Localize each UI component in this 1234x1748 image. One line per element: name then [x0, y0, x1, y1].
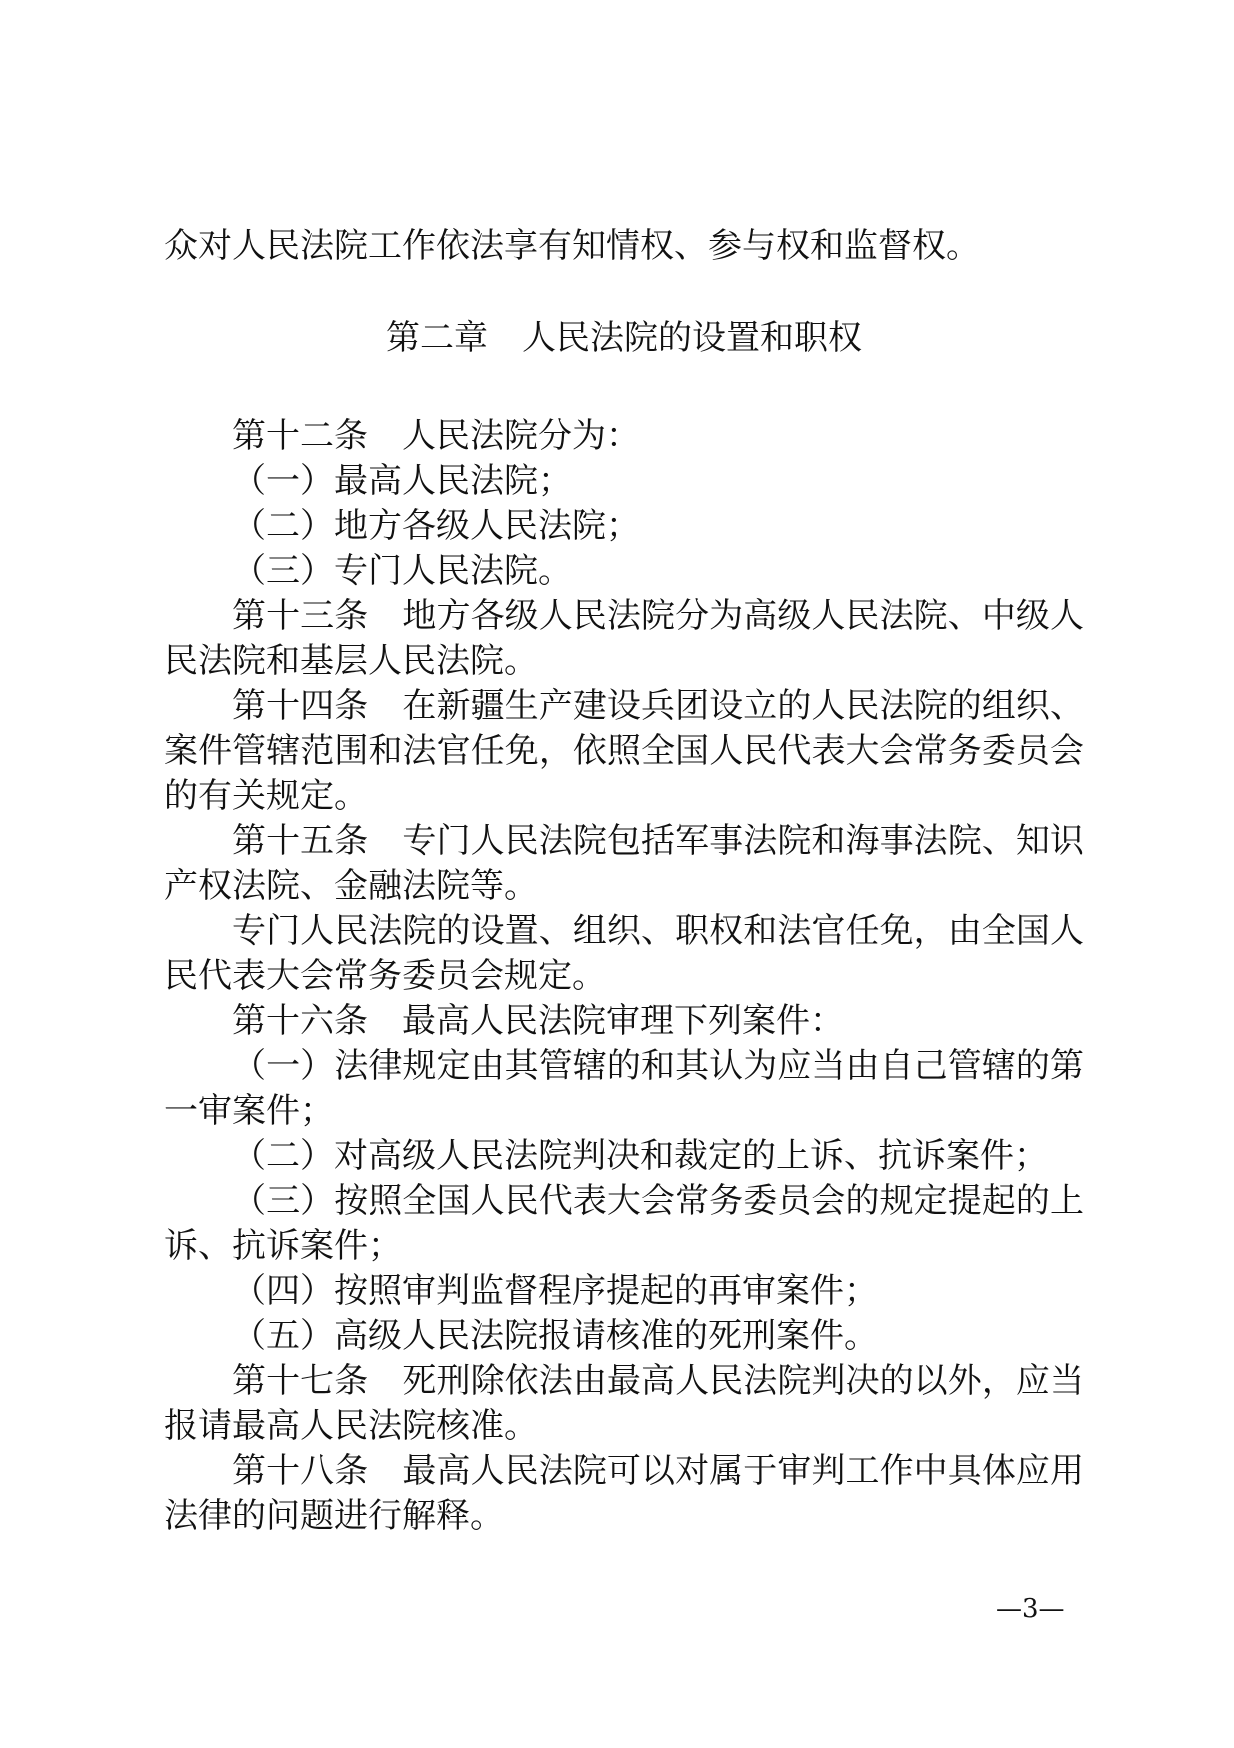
article-item: （四）按照审判监督程序提起的再审案件； [232, 1271, 878, 1311]
article-17 [164, 1359, 1084, 1449]
article-item: （三）专门人民法院。 [232, 551, 572, 591]
article-18 [164, 1449, 1084, 1539]
article-text: 死刑除依法由最高人民法院判决的以外，应当报请最高人民法院核准。 [164, 1361, 1085, 1446]
article-item: （一）法律规定由其管辖的和其认为应当由自己管辖的第一审案件； [164, 1046, 1084, 1131]
article-item: （五）高级人民法院报请核准的死刑案件。 [232, 1316, 878, 1356]
article-12 [164, 414, 1084, 459]
article-16 [164, 999, 1084, 1044]
article-number: 第十八条 [232, 1451, 369, 1491]
chapter-title: 人民法院的设置和职权 [522, 318, 862, 358]
article-text: 专门人民法院包括军事法院和海事法院、知识产权法院、金融法院等。 [164, 821, 1085, 906]
article-text: 最高人民法院可以对属于审判工作中具体应用法律的问题进行解释。 [164, 1451, 1085, 1536]
article-item: （三）按照全国人民代表大会常务委员会的规定提起的上诉、抗诉案件； [164, 1181, 1084, 1266]
article-text: 人民法院分为： [402, 416, 640, 456]
chapter-heading [164, 316, 1084, 361]
chapter-number: 第二章 [386, 318, 488, 358]
article-number: 第十二条 [232, 416, 368, 456]
article-number: 第十四条 [232, 686, 369, 726]
article-item: （一）最高人民法院； [232, 461, 572, 501]
body-text [164, 224, 1084, 1539]
article-item: （二）地方各级人民法院； [232, 506, 640, 546]
article-text: 在新疆生产建设兵团设立的人民法院的组织、案件管辖范围和法官任免，依照全国人民代表大会常务委员会的有关规定。 [164, 686, 1085, 816]
article-text: 最高人民法院审理下列案件： [402, 1001, 844, 1041]
article-number: 第十三条 [232, 596, 369, 636]
article-paragraph: 专门人民法院的设置、组织、职权和法官任免，由全国人民代表大会常务委员会规定。 [164, 911, 1084, 996]
article-15 [164, 819, 1084, 909]
article-13 [164, 594, 1084, 684]
article-item: （二）对高级人民法院判决和裁定的上诉、抗诉案件； [232, 1136, 1048, 1176]
article-text: 地方各级人民法院分为高级人民法院、中级人民法院和基层人民法院。 [164, 596, 1085, 681]
opening-continuation: 众对人民法院工作依法享有知情权、参与权和监督权。 [164, 226, 980, 266]
article-number: 第十七条 [232, 1361, 369, 1401]
article-number: 第十五条 [232, 821, 369, 861]
article-14 [164, 684, 1084, 819]
article-number: 第十六条 [232, 1001, 368, 1041]
page-number: —3— [996, 1594, 1065, 1624]
